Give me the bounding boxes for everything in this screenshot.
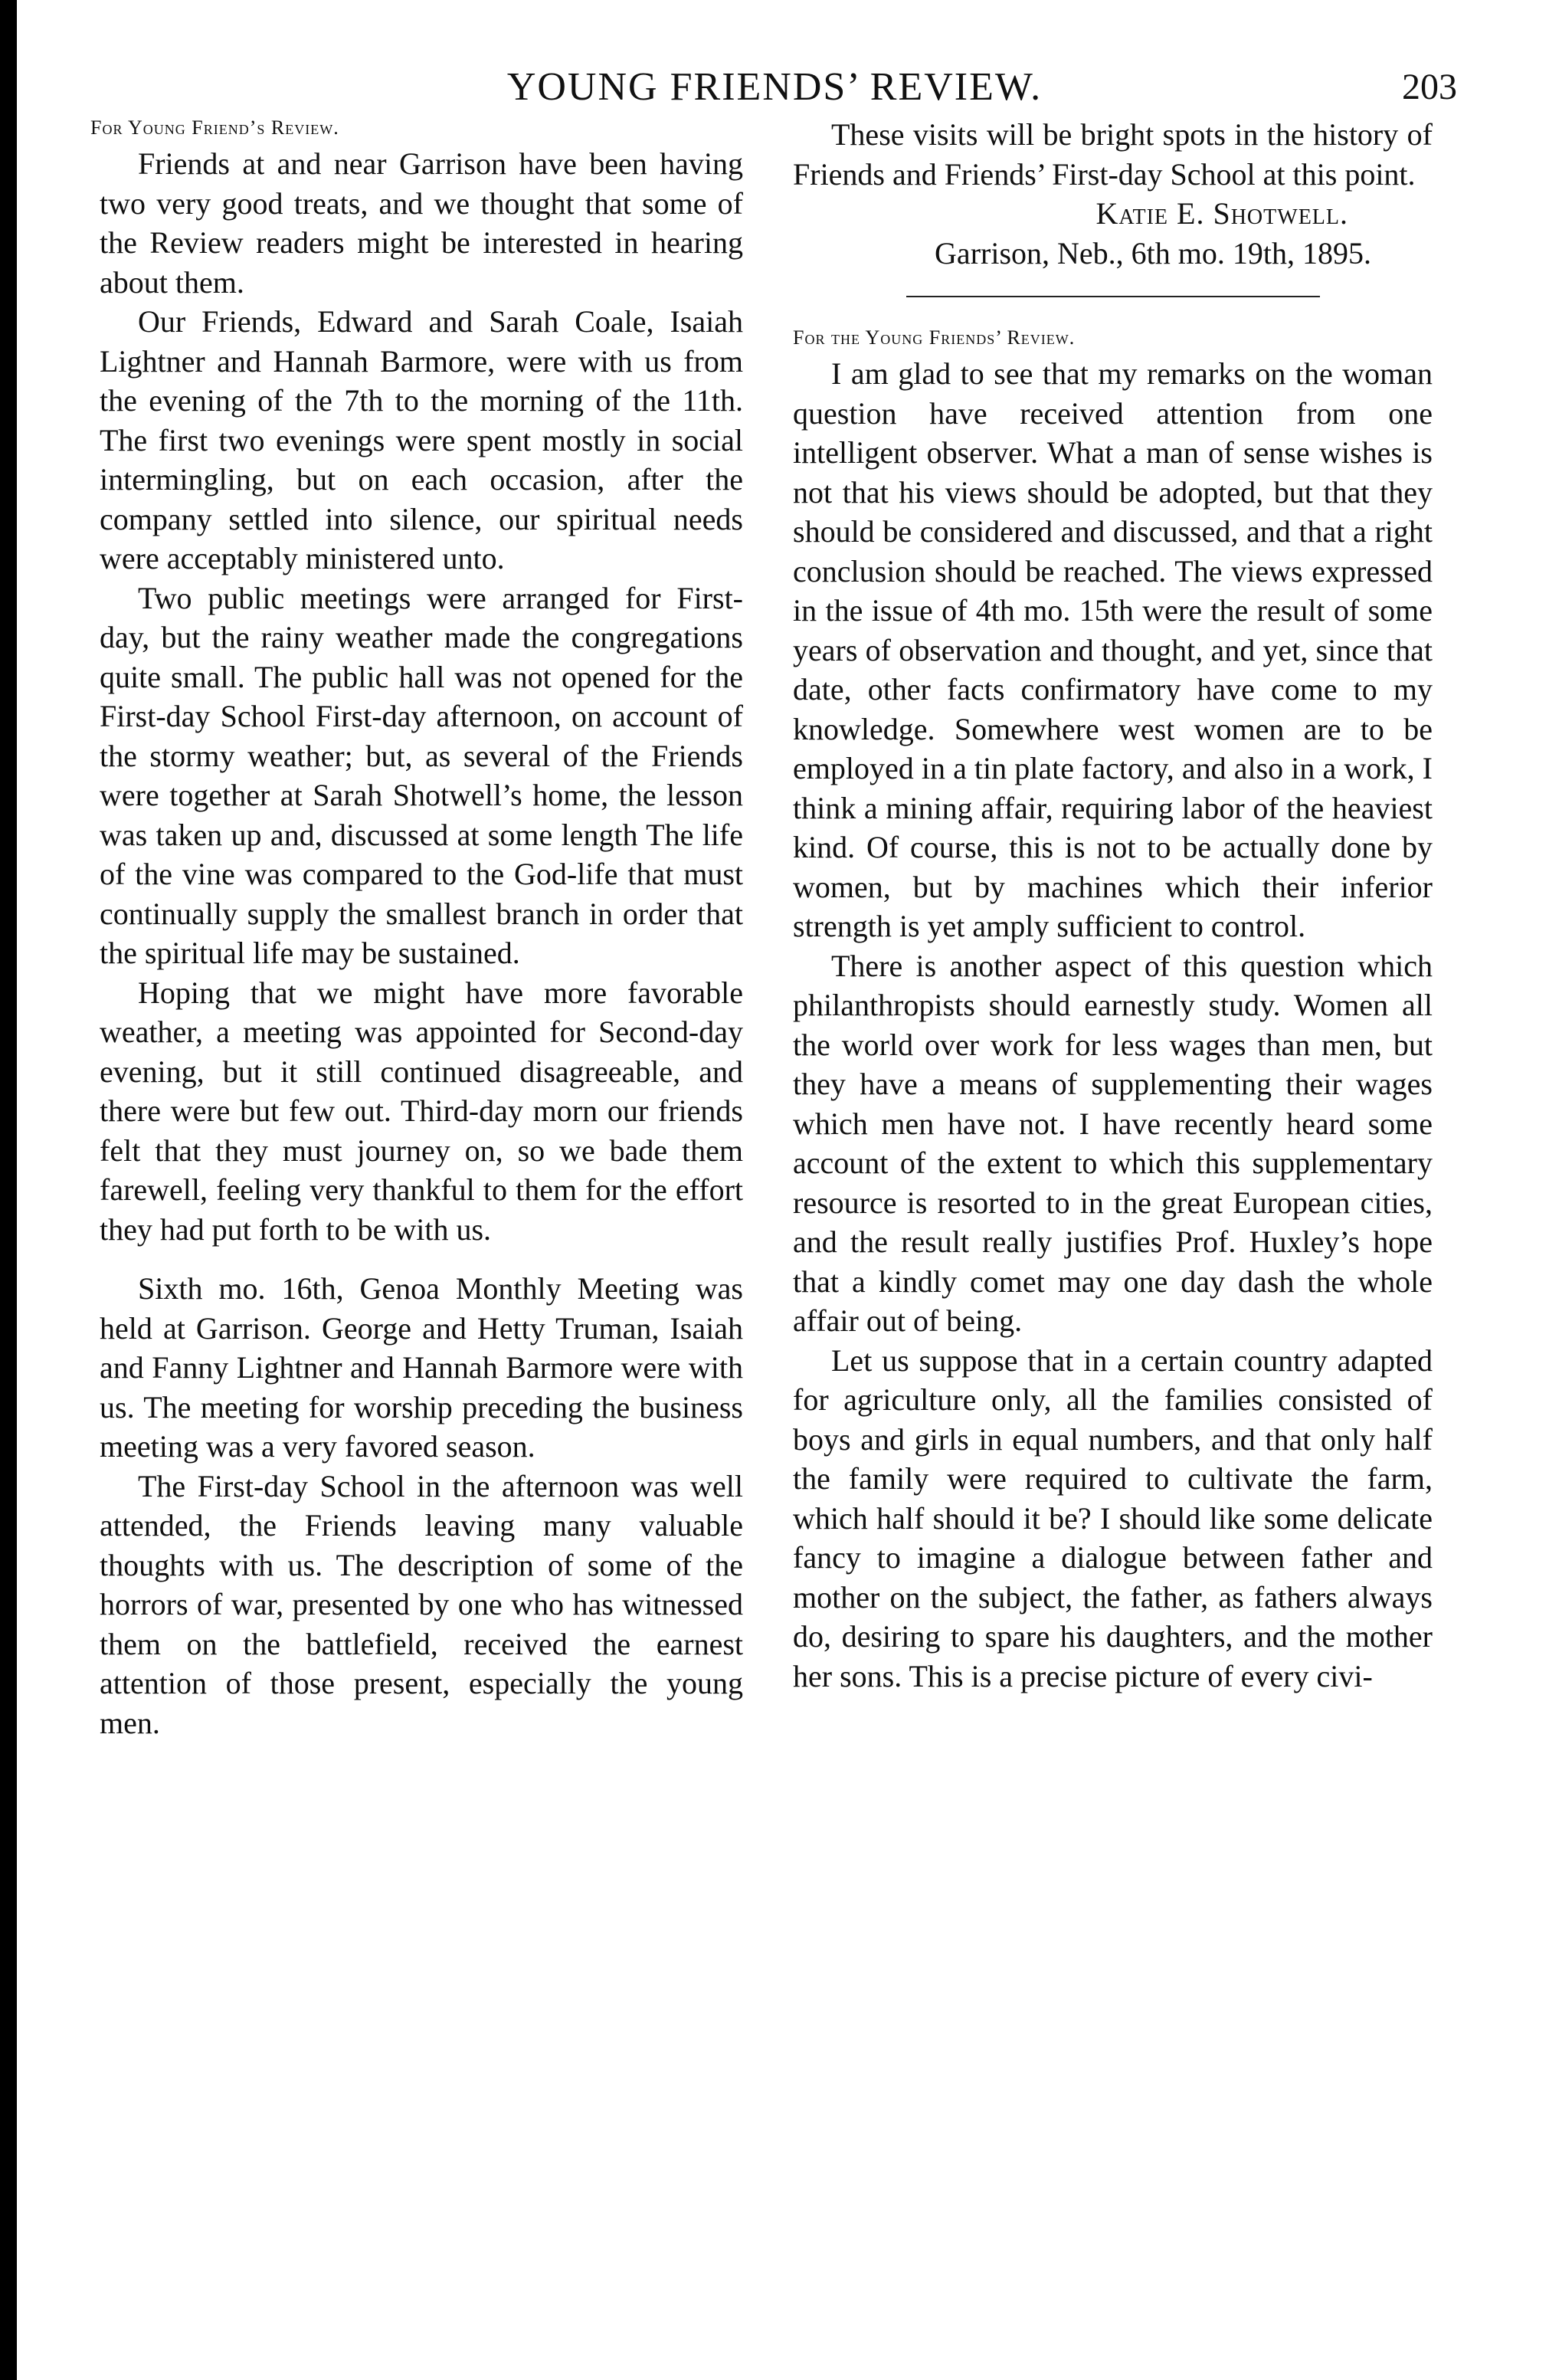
paragraph: Our Friends, Edward and Sarah Coale, Isaiah Lightner and Hannah Barmore, were with us from the evening of the 7th to the morning of the 11th. The first two evenings were spent mostly in social intermingling, but on each occasion, after the company settled into silence, our spiritual needs were acceptably ministered unto. (100, 304, 743, 575)
page-number: 203 (1402, 67, 1457, 107)
paragraph: The First-day School in the afternoon was well attended, the Friends leaving many valuable thoughts with us. The description of some of the horrors of war, presented by one who has witnessed them on the battlefield, received the earnest attention of those present, especially the young men. (100, 1468, 743, 1740)
left-column (90, 115, 743, 1742)
paragraph: Two public meetings were arranged for First-day, but the rainy weather made the congregations quite small. The public hall was not opened for the First-day School First-day afternoon, on account of the stormy weather; but, as several of the Friends were together at Sarah Shotwell’s home, the lesson was taken up and, discussed at some length The life of the vine was compared to the God-life that must continually supply the smallest branch in order that the spiritual life may be sustained. (100, 580, 743, 970)
paragraph: I am glad to see that my remarks on the woman question have received attention from one intelligent observer. What a man of sense wishes is not that his views should be adopted, but that they should be considered and discussed, and that a right conclusion should be reached. The views expressed in the issue of 4th mo. 15th were the result of some years of observation and thought, and yet, since that date, other facts confirmatory have come to my knowledge. Somewhere west women are to be employed in a tin plate factory, and also in a work, I think a mining affair, requiring labor of the heaviest kind. Of course, this is not to be actually done by women, but by machines which their inferior strength is yet amply sufficient to control. (793, 356, 1433, 943)
paragraph: There is another aspect of this question which philanthropists should earnestly study. Women all the world over work for less wages than men, but they have a means of supplementing their wages which men have not. I have recently heard some account of the extent to which this supplementary resource is resorted to in the great European cities, and the result really justifies Prof. Huxley’s hope that a kindly comet may one day dash the whole affair out of being. (793, 948, 1433, 1338)
signature-place-date: Garrison, Neb., 6th mo. 19th, 1895. (935, 235, 1371, 270)
paragraph: Hoping that we might have more favorable weather, a meeting was appointed for Second-day evening, but it still continued disagreeable, and there were but few out. Third-day morn our friends felt that they must journey on, so we bade them farewell, feeling very thankful to them for the effort they had put forth to be with us. (100, 975, 743, 1247)
paragraph: Sixth mo. 16th, Genoa Monthly Meeting was held at Garrison. George and Hetty Truman, Isaiah and Fanny Lightner and Hannah Barmore were with us. The meeting for worship preceding the business meeting was a very favored season. (100, 1271, 743, 1464)
running-header-title: YOUNG FRIENDS’ REVIEW. (506, 65, 1043, 109)
page-binding-edge (0, 0, 17, 2380)
paragraph: These visits will be bright spots in the history of Friends and Friends’ First-day School at this point. (793, 117, 1433, 192)
article-credit: For the Young Friends’ Review. (793, 326, 1076, 349)
right-column (793, 115, 1433, 1696)
section-divider (906, 296, 1320, 297)
paragraph: Friends at and near Garrison have been having two very good treats, and we thought that some of the Review readers might be interested in hearing about them. (100, 146, 743, 300)
article-credit: For Young Friend’s Review. (90, 116, 339, 139)
signature-name: Katie E. Shotwell. (1095, 196, 1348, 231)
paragraph: Let us suppose that in a certain country adapted for agriculture only, all the families consisted of boys and girls in equal numbers, and that only half the family were required to cultivate the farm, which half should it be? I should like some delicate fancy to imagine a dialogue between father and mother on the subject, the father, as fathers always do, desiring to spare his daughters, and the mother her sons. This is a precise picture of every civi- (793, 1342, 1433, 1693)
